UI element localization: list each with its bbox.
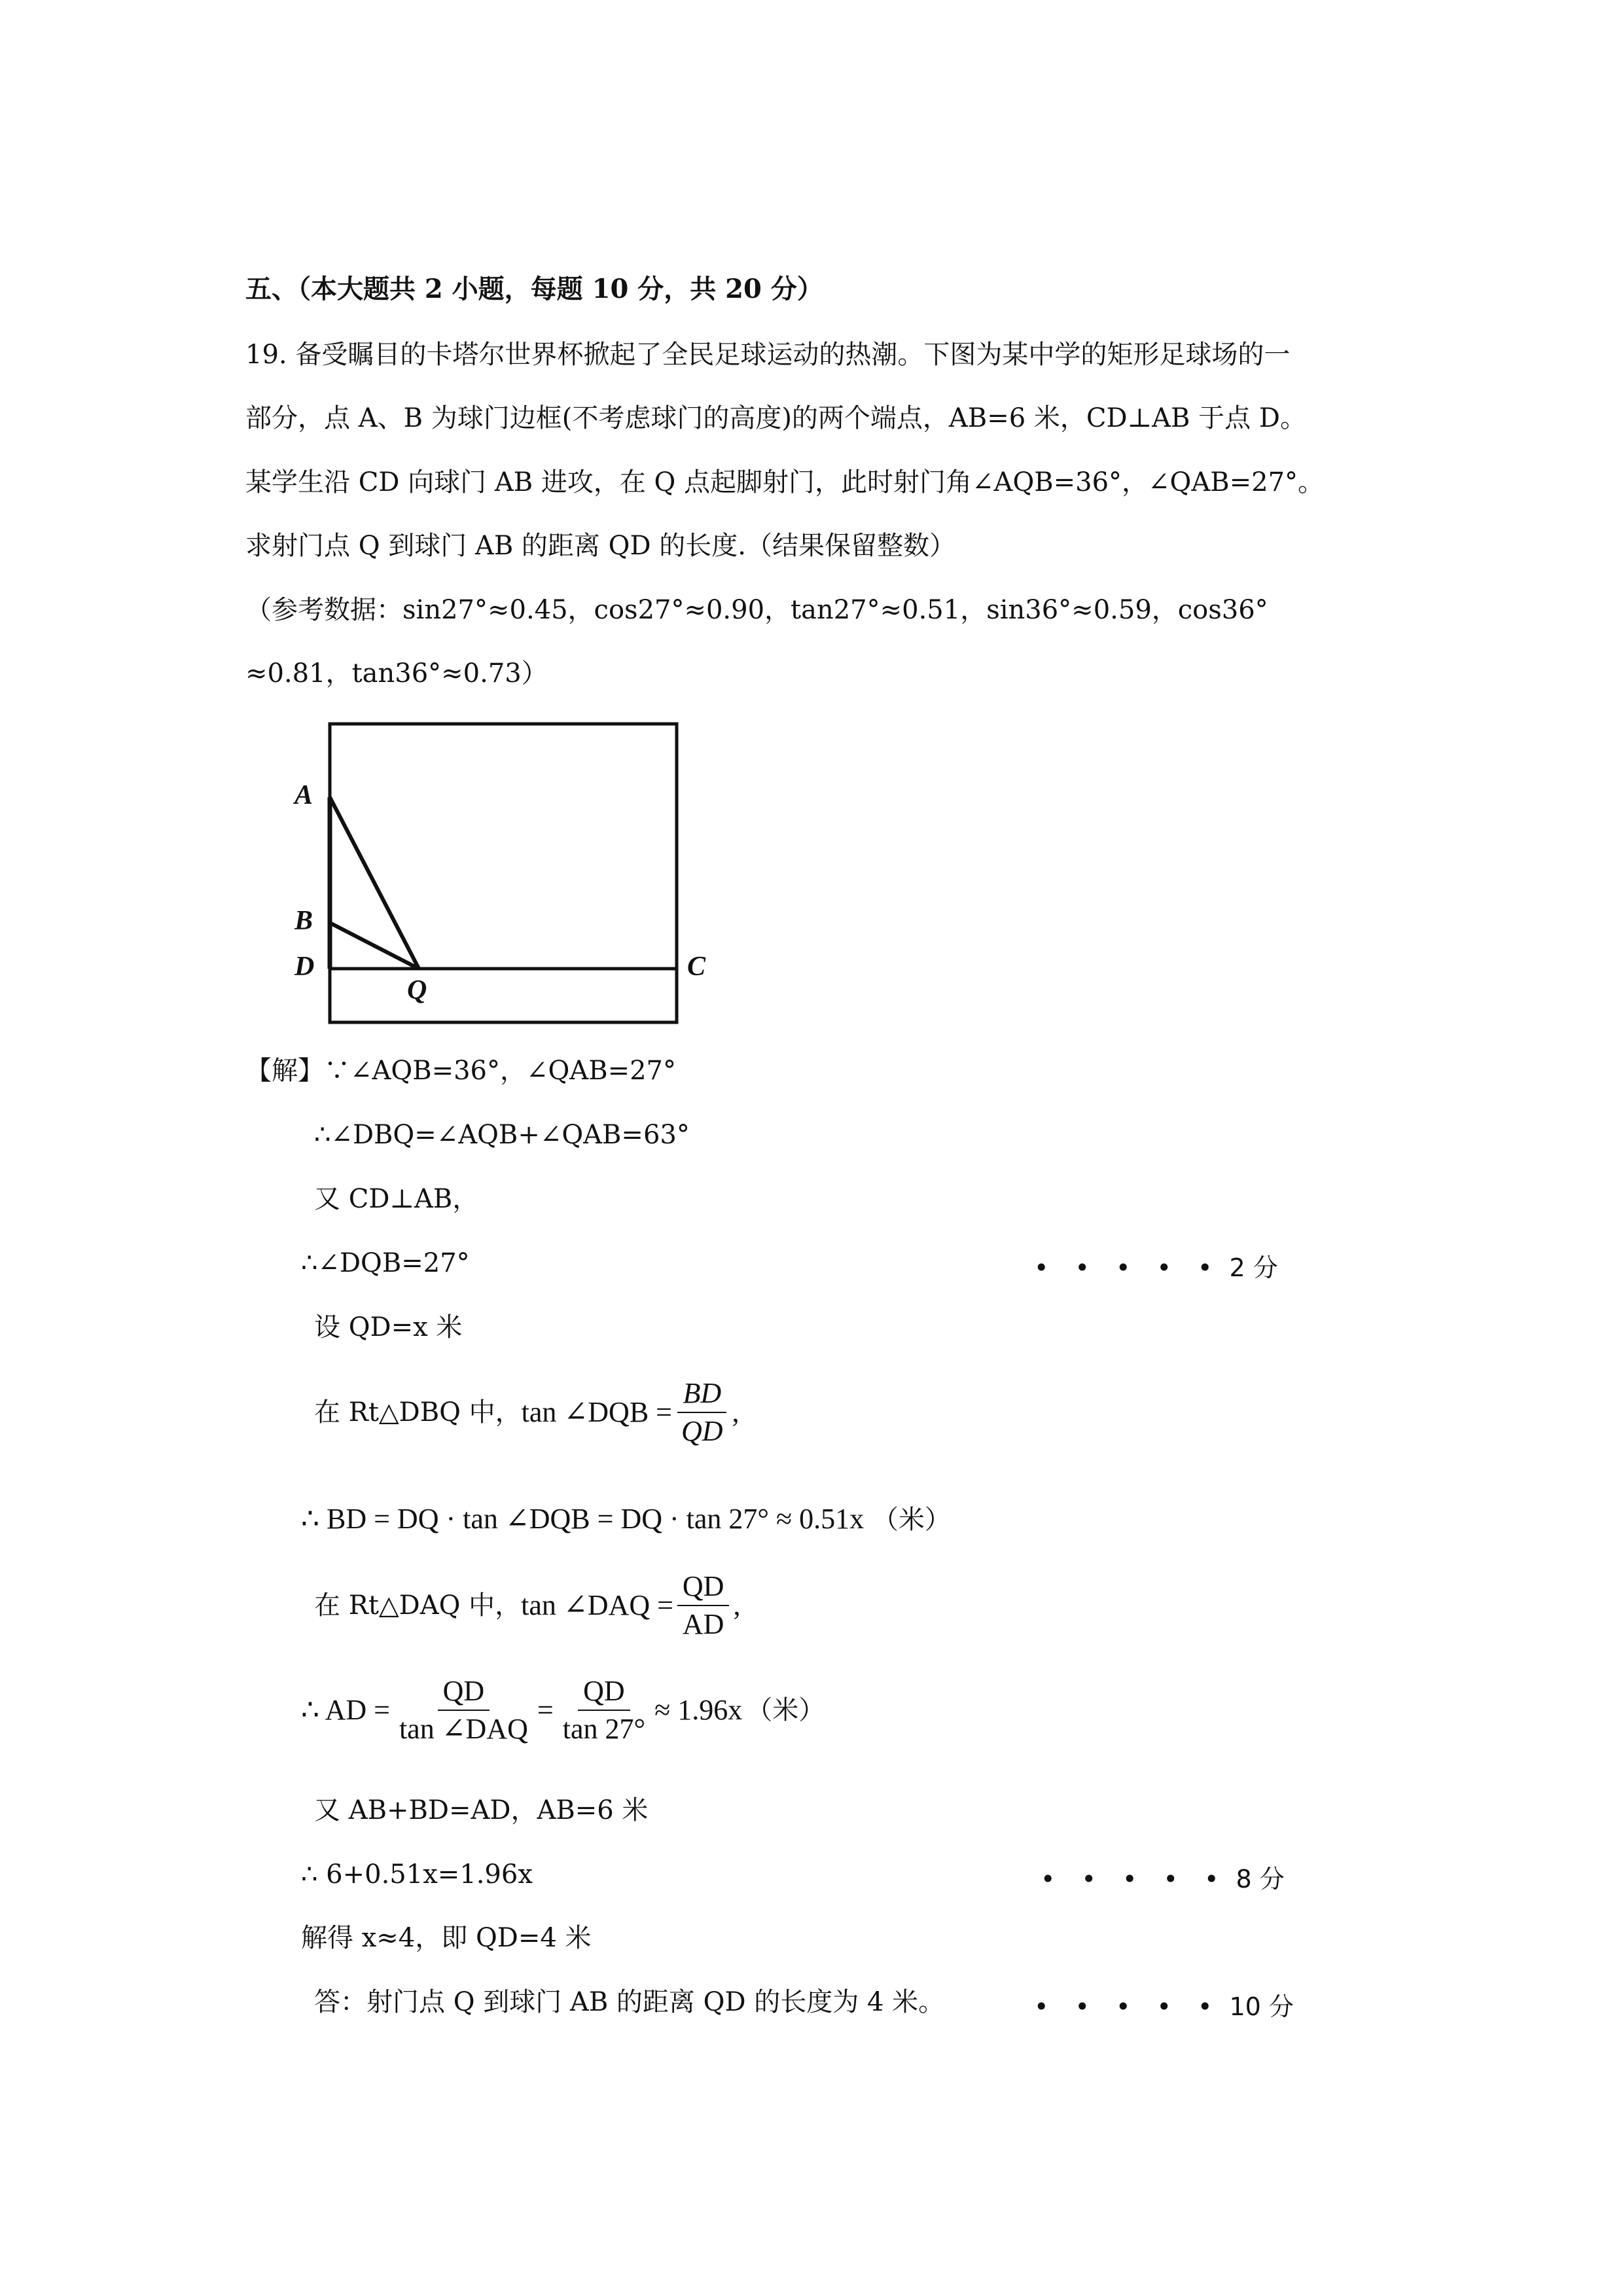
solution-step-7	[301, 1502, 951, 1537]
fraction-numerator: QD	[677, 1571, 730, 1606]
problem-line-1: 19. 备受瞩目的卡塔尔世界杯掀起了全民足球运动的热潮。下图为某中学的矩形足球场的一	[245, 340, 1291, 370]
score-value: 10 分	[1229, 1992, 1294, 2021]
step-9-unit: （米）	[746, 1695, 825, 1726]
solution-step-3: 又 CD⊥AB，	[314, 1184, 479, 1214]
score-value: 8 分	[1236, 1865, 1285, 1893]
step-9-lhs: ∴ AD =	[301, 1693, 390, 1726]
label-d: D	[294, 952, 315, 982]
step-8-suffix: ,	[733, 1588, 741, 1621]
segment-aq	[330, 797, 419, 969]
score-dots: • • • • •	[1041, 1865, 1228, 1893]
solution-answer: 答：射门点 Q 到球门 AB 的距离 QD 的长度为 4 米。	[314, 1987, 945, 2017]
solution-step-5: 设 QD=x 米	[314, 1312, 463, 1342]
fraction-numerator: QD	[578, 1676, 630, 1711]
label-q: Q	[407, 975, 427, 1005]
reference-data-line-2: ≈0.81，tan36°≈0.73）	[245, 658, 548, 689]
solution-step-9	[301, 1676, 825, 1746]
step-9-rhs: ≈ 1.96x	[654, 1693, 743, 1726]
step-8-prefix: 在 Rt△DAQ 中，	[314, 1590, 522, 1621]
reference-data-line-1: （参考数据：sin27°≈0.45，cos27°≈0.90，tan27°≈0.51，sin36°≈0.59，cos36°	[245, 595, 1268, 625]
score-dots: • • • • •	[1034, 1992, 1222, 2021]
solution-step-6	[314, 1378, 740, 1448]
fraction-denominator: AD	[682, 1608, 724, 1641]
fraction-denominator: tan ∠DAQ	[399, 1713, 528, 1746]
fraction-numerator: QD	[438, 1676, 490, 1711]
solution-step-1: 【解】∵∠AQB=36°，∠QAB=27°	[245, 1056, 677, 1086]
fraction-denominator: tan 27°	[562, 1713, 646, 1746]
step-9-equals: =	[537, 1693, 554, 1726]
score-marker-3	[1034, 1986, 1294, 2022]
solution-step-4: ∴∠DQB=27°	[301, 1248, 470, 1278]
label-b: B	[294, 906, 313, 936]
field-outer-rect	[330, 724, 677, 1022]
soccer-field-figure	[281, 713, 779, 1028]
step-8-lhs: tan ∠DAQ =	[521, 1588, 673, 1621]
step-6-lhs: tan ∠DQB =	[521, 1395, 672, 1428]
step-6-prefix: 在 Rt△DBQ 中，	[314, 1397, 522, 1428]
fraction-qd-tan-daq	[394, 1676, 533, 1746]
fraction-bd-qd	[676, 1378, 728, 1448]
problem-line-3: 某学生沿 CD 向球门 AB 进攻，在 Q 点起脚射门，此时射门角∠AQB=36°，∠QAB=27°。	[245, 467, 1325, 497]
fraction-denominator: QD	[681, 1415, 723, 1448]
solution-step-12: 解得 x≈4，即 QD=4 米	[301, 1923, 592, 1953]
solution-step-8	[314, 1571, 740, 1641]
score-marker-1	[1034, 1247, 1278, 1283]
step-7-expression: ∴ BD = DQ · tan ∠DQB = DQ · tan 27° ≈ 0.51x	[301, 1503, 865, 1535]
fraction-numerator: BD	[677, 1378, 726, 1413]
step-6-suffix: ,	[732, 1395, 740, 1428]
step-7-unit: （米）	[872, 1505, 951, 1535]
solution-step-10: 又 AB+BD=AD，AB=6 米	[314, 1795, 649, 1825]
score-value: 2 分	[1229, 1253, 1278, 1282]
problem-line-2: 部分，点 A、B 为球门边框(不考虑球门的高度)的两个端点，AB=6 米，CD⊥AB 于点 D。	[245, 403, 1306, 433]
label-a: A	[294, 780, 313, 810]
label-c: C	[687, 952, 706, 982]
solution-step-11: ∴ 6+0.51x=1.96x	[301, 1859, 533, 1890]
solution-step-2: ∴∠DBQ=∠AQB+∠QAB=63°	[314, 1120, 690, 1150]
section-header: 五、（本大题共 2 小题，每题 10 分，共 20 分）	[245, 274, 823, 304]
problem-line-4: 求射门点 Q 到球门 AB 的距离 QD 的长度.（结果保留整数）	[245, 531, 955, 561]
score-marker-2	[1041, 1859, 1285, 1895]
fraction-qd-tan27	[558, 1676, 651, 1746]
score-dots: • • • • •	[1034, 1253, 1222, 1282]
fraction-qd-ad	[677, 1571, 730, 1641]
